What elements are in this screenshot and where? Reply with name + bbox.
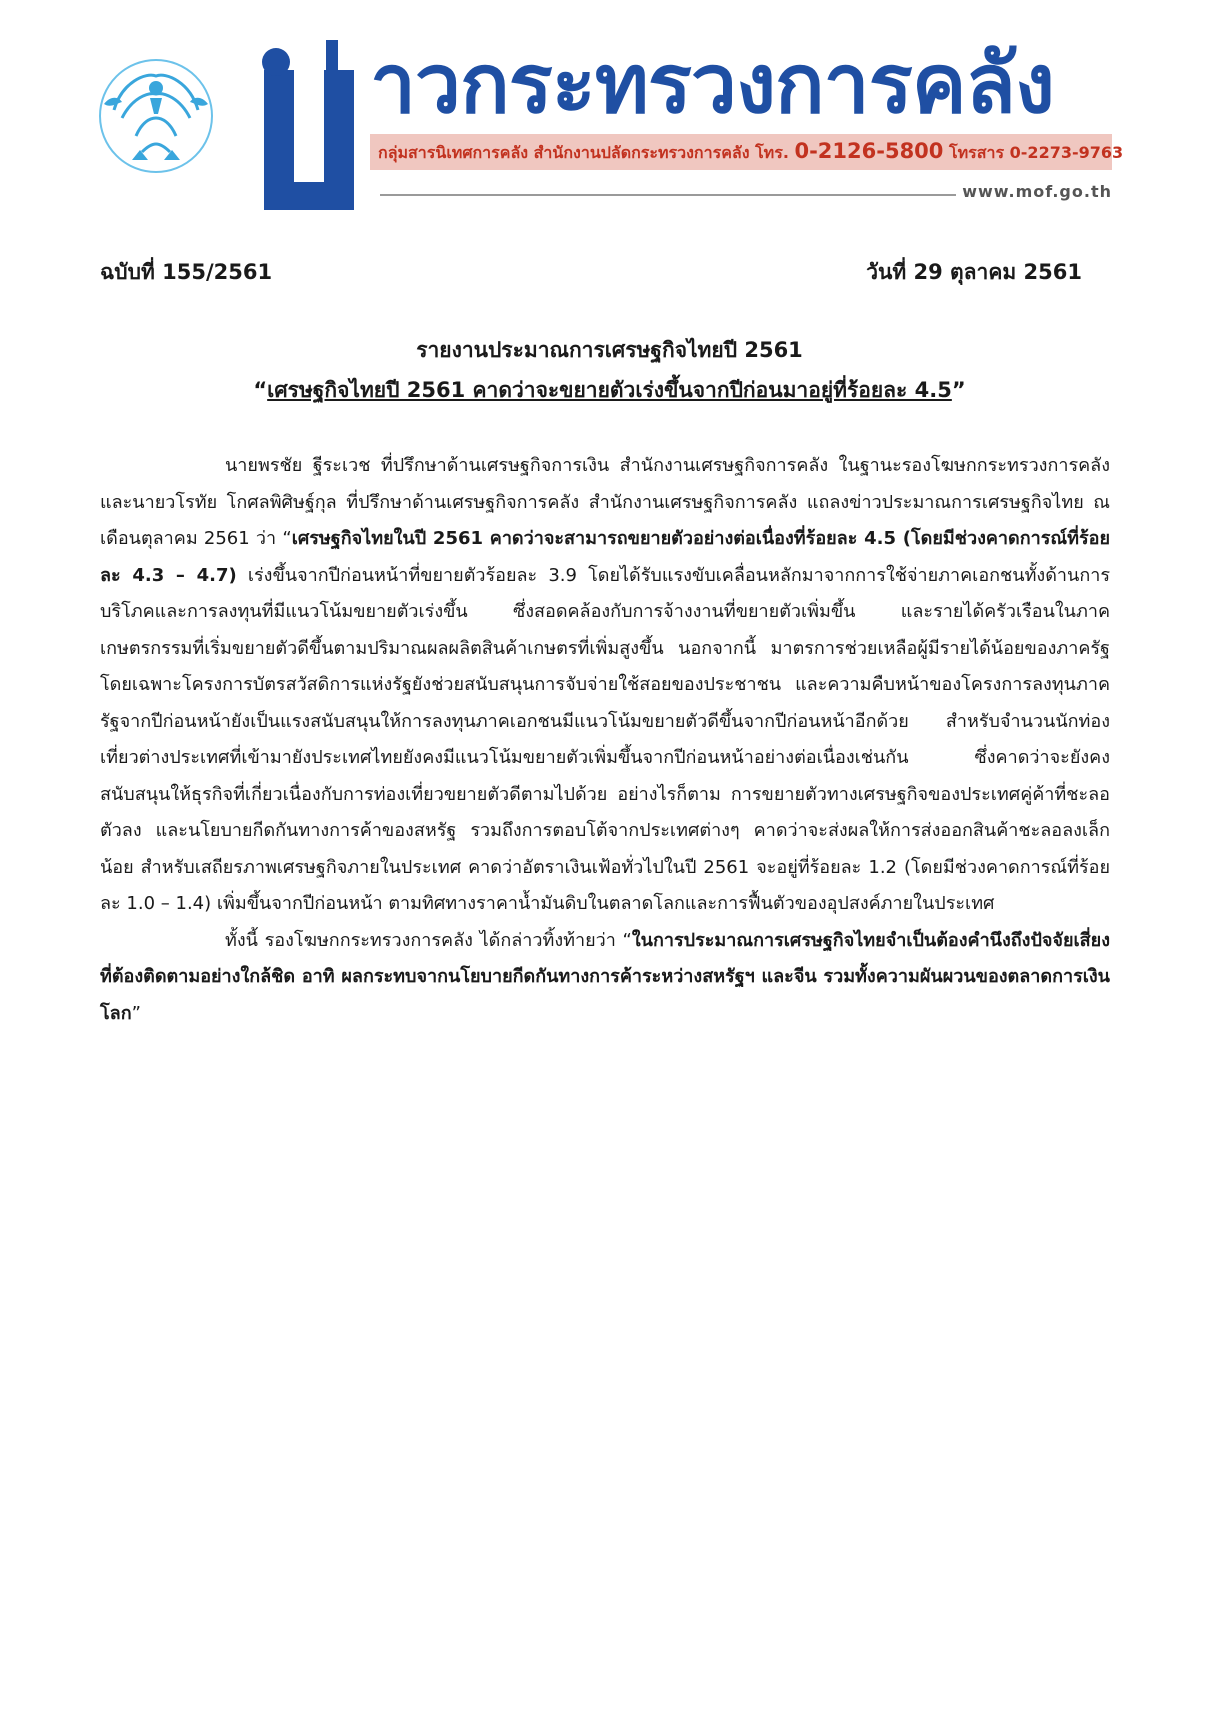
headline-close-quote: ” <box>951 378 966 402</box>
website-link[interactable]: www.mof.go.th <box>962 181 1112 201</box>
report-headline <box>0 374 1219 407</box>
phone-number: 0-2126-5800 <box>794 138 944 163</box>
garuda-emblem-icon <box>92 52 220 180</box>
masthead-logo-letter <box>250 40 368 212</box>
paragraph-2-close: ” <box>131 1002 141 1024</box>
contact-info <box>370 139 1123 166</box>
masthead-title: าวกระทรวงการคลัง <box>370 37 1054 132</box>
fax-label: โทรสาร <box>949 142 1005 162</box>
issue-row <box>100 256 1082 289</box>
paragraph-1-rest: เร่งขึ้นจากปีก่อนหน้าที่ขยายตัวร้อยละ 3.9 โดยได้รับแรงขับเคลื่อนหลักมาจากการใช้จ่ายภาคเอกชนทั้งด้านการบริโภคและการลงทุนที่มีแนวโน้มขยายตัวเร่งขึ้น ซึ่งสอดคล้องกับการจ้างงานที่ขยายตัวเพิ่มขึ้น และรายได้ครัวเรือนในภาคเกษตรกรรมที่เริ่มขยายตัวดีขึ้นตามปริมาณผลผลิตสินค้าเกษตรที่เพิ่มสูงขึ้น นอกจากนี้ มาตรการช่วยเหลือผู้มีรายได้น้อยของภาครัฐ โดยเฉพาะโครงการบัตรสวัสดิการแห่งรัฐยังช่วยสนับสนุนการจับจ่ายใช้สอยของประชาชน และความคืบหน้าของโครงการลงทุนภาครัฐจากปีก่อนหน้ายังเป็นแรงสนับสนุนให้การลงทุนภาคเอกชนมีแนวโน้มขยายตัวดีขึ้นจากปีก่อนหน้าอีกด้วย สำหรับจำนวนนักท่องเที่ยวต่างประเทศที่เข้ามายังประเทศไทยยังคงมีแนวโน้มขยายตัวเพิ่มขึ้นจากปีก่อนหน้าอย่างต่อเนื่องเช่นกัน ซึ่งคาดว่าจะยังคงสนับสนุนให้ธุรกิจที่เกี่ยวเนื่องกับการท่องเที่ยวขยายตัวดีตามไปด้วย อย่างไรก็ตาม การขยายตัวทางเศรษฐกิจของประเทศคู่ค้าที่ชะลอตัวลง และนโยบายกีดกันทางการค้าของสหรัฐ รวมถึงการตอบโต้จากประเทศต่างๆ คาดว่าจะส่งผลให้การส่งออกสินค้าชะลอลงเล็กน้อย สำหรับเสถียรภาพเศรษฐกิจภายในประเทศ คาดว่าอัตราเงินเฟ้อทั่วไปในปี 2561 จะอยู่ที่ร้อยละ 1.2 (โดยมีช่วงคาดการณ์ที่ร้อยละ 1.0 – 1.4) เพิ่มขึ้นจากปีก่อนหน้า ตามทิศทางราคาน้ำมันดิบในตลาดโลกและการฟื้นตัวของอุปสงค์ภายในประเทศ <box>100 564 1110 914</box>
paragraph-1 <box>100 448 1110 923</box>
paragraph-2-highlight: ในการประมาณการเศรษฐกิจไทยจำเป็นต้องคำนึงถึงปัจจัยเสี่ยงที่ต้องติดตามอย่างใกล้ชิด อาทิ ผลกระทบจากนโยบายกีดกันทางการค้าระหว่างสหรัฐฯ และจีน รวมทั้งความผันผวนของตลาดการเงินโลก <box>100 929 1110 1024</box>
website-row <box>380 180 1112 202</box>
headline-text: เศรษฐกิจไทยปี 2561 คาดว่าจะขยายตัวเร่งขึ้นจากปีก่อนมาอยู่ที่ร้อยละ 4.5 <box>267 378 952 402</box>
paragraph-1-highlight: เศรษฐกิจไทยในปี 2561 คาดว่าจะสามารถขยายตัวอย่างต่อเนื่องที่ร้อยละ 4.5 (โดยมีช่วงคาดการณ์ที่ร้อยละ 4.3 – 4.7) <box>100 528 1110 586</box>
masthead <box>0 0 1219 220</box>
report-title: รายงานประมาณการเศรษฐกิจไทยปี 2561 <box>416 338 803 362</box>
divider <box>380 194 956 196</box>
contact-prefix: กลุ่มสารนิเทศการคลัง สำนักงานปลัดกระทรวงการคลัง โทร. <box>378 142 789 162</box>
paragraph-1-intro: นายพรชัย ฐีระเวช ที่ปรึกษาด้านเศรษฐกิจการเงิน สำนักงานเศรษฐกิจการคลัง ในฐานะรองโฆษกกระทรวงการคลัง และนายวโรทัย โกศลพิศิษฐ์กุล ที่ปรึกษาด้านเศรษฐกิจการคลัง สำนักงานเศรษฐกิจการคลัง แถลงข่าวประมาณการเศรษฐกิจไทย ณ เดือนตุลาคม 2561 ว่า “ <box>100 455 1110 549</box>
headline-open-quote: “ <box>253 378 268 402</box>
article-body <box>100 448 1110 1032</box>
issue-date: วันที่ 29 ตุลาคม 2561 <box>866 260 1082 284</box>
fax-number: 0-2273-9763 <box>1009 142 1124 162</box>
issue-number: ฉบับที่ 155/2561 <box>100 260 273 284</box>
paragraph-2-intro: ทั้งนี้ รองโฆษกกระทรวงการคลัง ได้กล่าวทิ้งท้ายว่า “ <box>225 929 632 951</box>
paragraph-2 <box>100 923 1110 1033</box>
contact-bar <box>370 134 1124 170</box>
